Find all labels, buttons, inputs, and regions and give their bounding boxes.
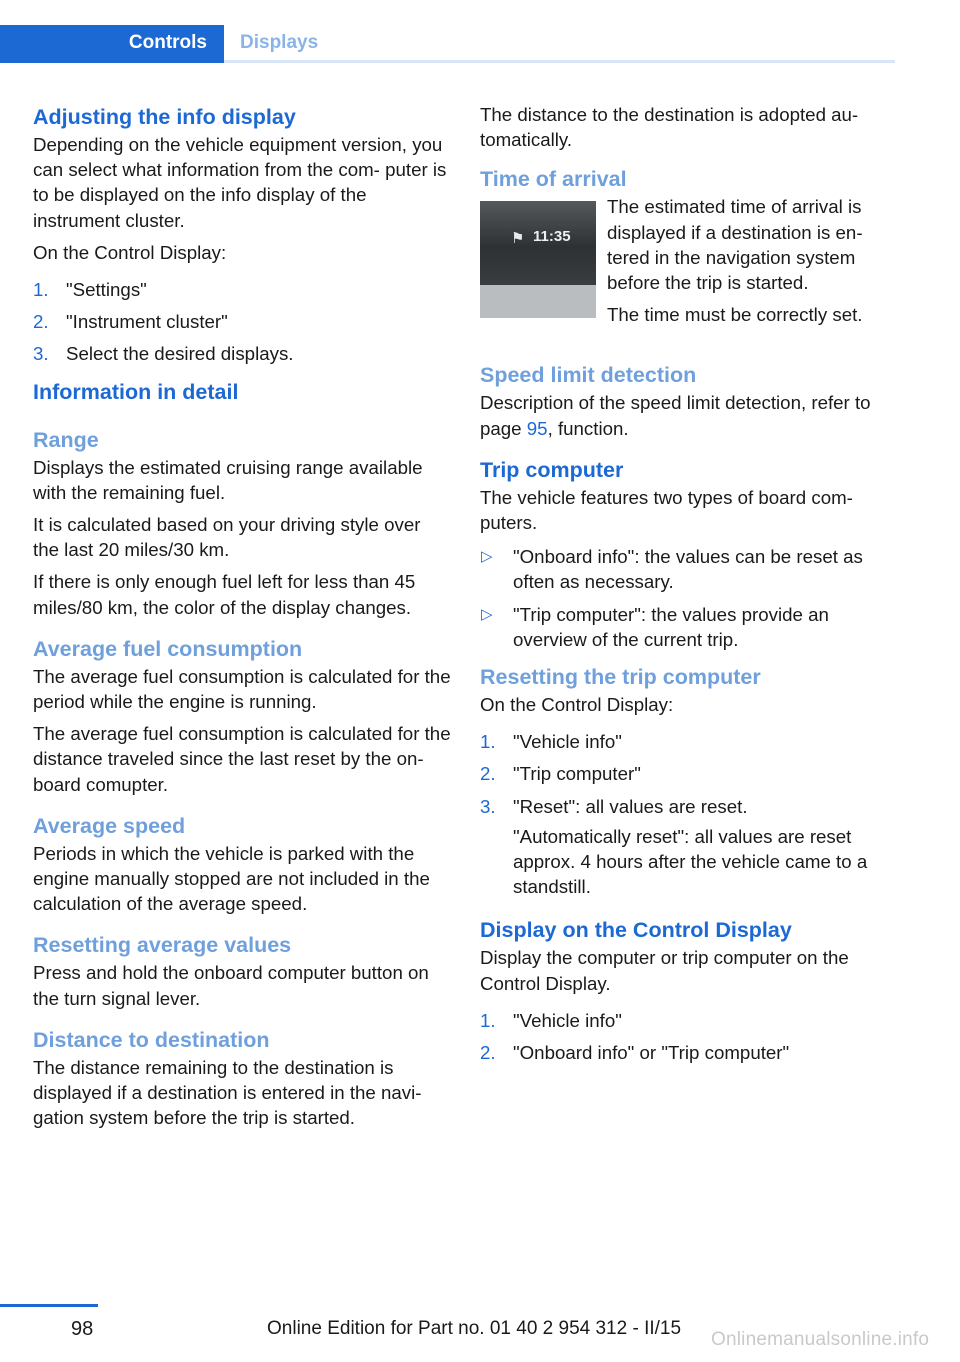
tab-displays[interactable]: Displays	[240, 32, 319, 53]
arrival-time-display-image	[480, 201, 596, 318]
paragraph: The time must be correctly set.	[607, 304, 863, 326]
step-text: "Reset": all values are reset.	[513, 795, 748, 817]
paragraph: Display the computer or trip computer on the Control Display.	[480, 947, 849, 994]
list-item	[480, 1040, 892, 1065]
list-item	[480, 761, 892, 786]
step-text: "Vehicle info"	[513, 731, 622, 753]
tab-divider-light	[224, 60, 895, 63]
watermark: Onlinemanualsonline.info	[711, 1329, 930, 1350]
paragraph: The distance remaining to the destination is displayed if a destination is entered in the navi‐ gation system before the trip is started.	[33, 1056, 422, 1129]
footer-rule	[0, 1304, 98, 1307]
list-item	[480, 544, 892, 594]
heading-display-on-control-display: Display on the Control Display	[480, 918, 792, 943]
display-bezel	[480, 285, 596, 318]
step-number: 2.	[480, 763, 496, 785]
arrival-time-readout: 11:35	[533, 228, 571, 246]
list-item	[480, 1008, 892, 1033]
heading-speed-limit-detection: Speed limit detection	[480, 363, 697, 388]
steps-list	[480, 729, 892, 819]
triangle-bullet-icon: ▷	[481, 548, 493, 566]
arrival-block	[480, 194, 892, 344]
list-item	[480, 794, 892, 819]
step-text: "Trip computer"	[513, 763, 641, 785]
list-item	[33, 341, 451, 366]
page-number: 98	[71, 1318, 94, 1340]
paragraph: On the Control Display:	[33, 241, 227, 263]
bullet-text: "Trip computer": the values provide an overview of the current trip.	[513, 603, 829, 650]
heading-average-fuel-consumption: Average fuel consumption	[33, 636, 303, 661]
paragraph: On the Control Display:	[480, 694, 674, 716]
step-number: 3.	[33, 343, 49, 365]
steps-list	[33, 277, 451, 367]
heading-adjusting-info-display: Adjusting the info display	[33, 105, 296, 129]
paragraph: Displays the estimated cruising range available with the remaining fuel.	[33, 456, 423, 503]
paragraph: The average fuel consumption is calculated for the distance traveled since the last reset by the on-board comupter.	[33, 723, 451, 795]
edition-note: Online Edition for Part no. 01 40 2 954 312 - II/15	[267, 1318, 682, 1339]
step-number: 1.	[480, 731, 496, 753]
heading-distance-to-destination: Distance to destination	[33, 1027, 270, 1052]
steps-list	[480, 1008, 892, 1065]
step-number: 3.	[480, 795, 496, 817]
list-item	[480, 602, 892, 652]
right-column	[480, 102, 892, 1075]
bullet-text: "Onboard info": the values can be reset as often as necessary.	[513, 546, 863, 593]
step-number: 1.	[480, 1009, 496, 1031]
paragraph: The distance to the destination is adopted au‐ tomatically.	[480, 104, 859, 151]
destination-flag-icon: ⚑	[511, 230, 525, 248]
step-number: 1.	[33, 279, 49, 301]
heading-trip-computer: Trip computer	[480, 457, 624, 482]
heading-resetting-trip-computer: Resetting the trip computer	[480, 665, 761, 690]
step-number: 2.	[480, 1042, 496, 1064]
heading-information-in-detail: Information in detail	[33, 379, 239, 404]
paragraph: The average fuel consumption is calculated for the period while the engine is running.	[33, 665, 451, 713]
heading-range: Range	[33, 427, 99, 452]
step-text: "Instrument cluster"	[66, 311, 228, 333]
paragraph: The estimated time of arrival is displayed if a destination is en‐ tered in the navigation system before the trip is started.	[607, 196, 863, 294]
text: , function.	[547, 417, 629, 439]
step-text: Select the desired displays.	[66, 343, 294, 365]
text: Description of the speed limit detection, refer to page	[480, 392, 871, 439]
step-number: 2.	[33, 311, 49, 333]
heading-time-of-arrival: Time of arrival	[480, 167, 627, 192]
step-continuation: "Automatically reset": all values are reset approx. 4 hours after the vehicle came to a standstill.	[513, 825, 868, 898]
bullet-list	[480, 544, 892, 652]
paragraph: The vehicle features two types of board com‐ puters.	[480, 486, 853, 534]
list-item	[480, 729, 892, 754]
tab-controls[interactable]: Controls	[0, 25, 224, 60]
step-text: "Settings"	[66, 279, 147, 301]
left-column	[33, 102, 451, 1137]
triangle-bullet-icon: ▷	[481, 605, 493, 623]
step-text: "Onboard info" or "Trip computer"	[513, 1042, 790, 1064]
heading-average-speed: Average speed	[33, 813, 186, 838]
paragraph: Depending on the vehicle equipment version, you can select what information from the com‐ puter is to be displayed on the info display of the instrument cluster.	[33, 134, 447, 231]
step-text: "Vehicle info"	[513, 1009, 622, 1031]
list-item	[33, 309, 451, 334]
paragraph: It is calculated based on your driving style over the last 20 miles/30 km.	[33, 514, 421, 561]
paragraph: Periods in which the vehicle is parked with the engine manually stopped are not included in the calculation of the average speed.	[33, 842, 430, 915]
section-tab-bar	[0, 25, 895, 62]
paragraph: Press and hold the onboard computer button on the turn signal lever.	[33, 962, 429, 1009]
paragraph: If there is only enough fuel left for less than 45 miles/80 km, the color of the display changes.	[33, 571, 416, 618]
page-link[interactable]: 95	[526, 417, 548, 439]
heading-resetting-average-values: Resetting average values	[33, 933, 292, 958]
list-item	[33, 277, 451, 302]
paragraph	[480, 390, 892, 440]
